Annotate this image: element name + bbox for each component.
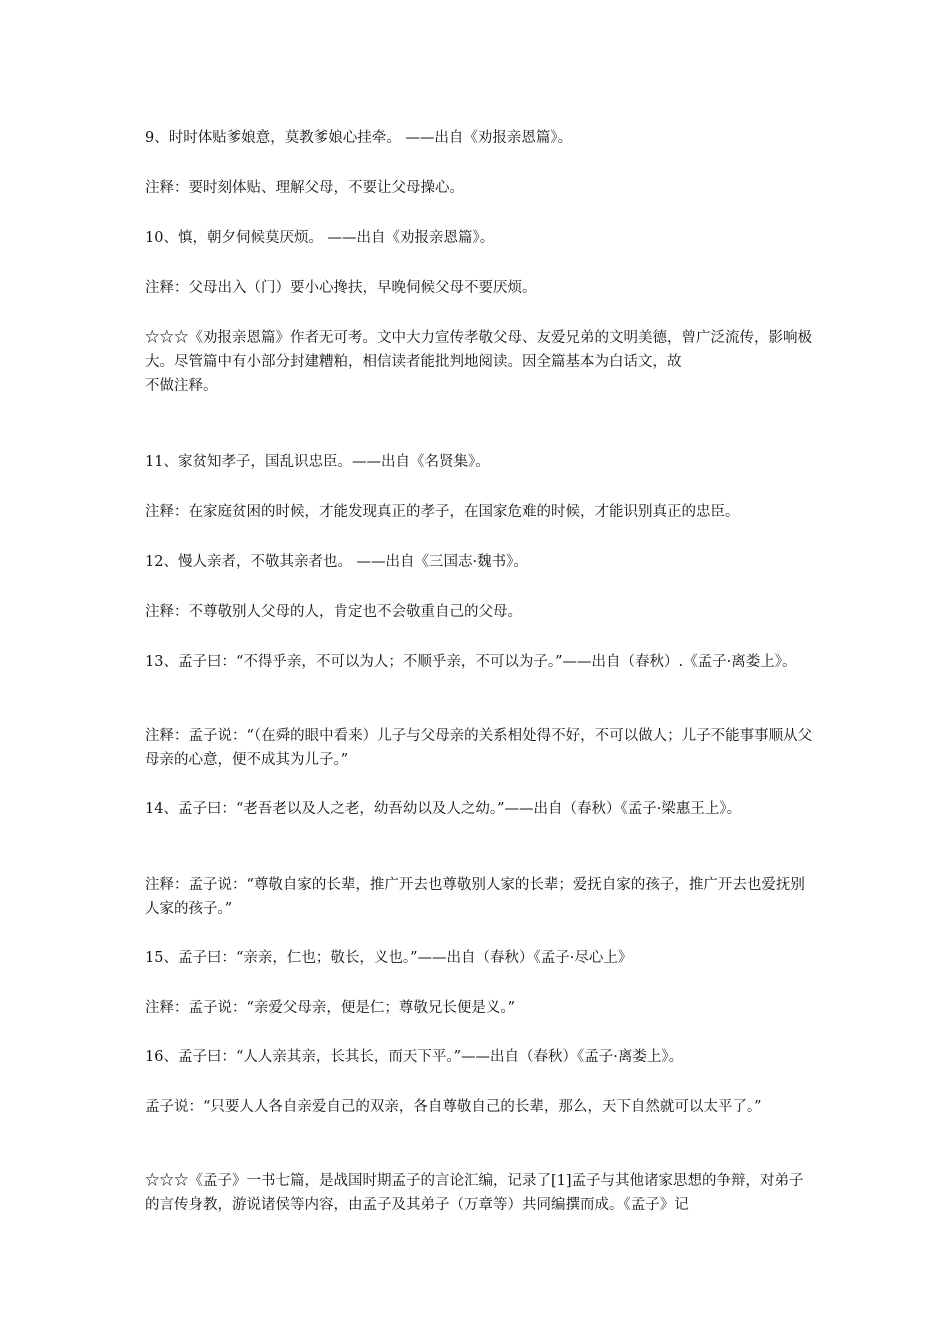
quote-9: 9、时时体贴爹娘意，莫教爹娘心挂牵。 ——出自《劝报亲恩篇》。 bbox=[145, 130, 573, 146]
quote-15: 15、孟子曰：“亲亲，仁也；敬长，义也。”——出自（春秋）《孟子·尽心上》 bbox=[145, 950, 633, 966]
quote-14: 14、孟子曰：“老吾老以及人之老，幼吾幼以及人之幼。”——出自（春秋）《孟子·梁惠王上》。 bbox=[145, 801, 742, 817]
note-9: 注释：要时刻体贴、理解父母，不要让父母操心。 bbox=[145, 180, 464, 196]
quote-16: 16、孟子曰：“人人亲其亲，长其长，而天下平。”——出自（春秋）《孟子·离娄上》。 bbox=[145, 1049, 684, 1065]
note-12: 注释：不尊敬别人父母的人，肯定也不会敬重自己的父母。 bbox=[145, 604, 522, 620]
quote-11: 11、家贫知孝子，国乱识忠臣。——出自《名贤集》。 bbox=[145, 454, 490, 470]
note-15: 注释：孟子说：“亲爱父母亲，便是仁；尊敬兄长便是义。” bbox=[145, 1000, 516, 1016]
note-16: 孟子说：“只要人人各自亲爱自己的双亲，各自尊敬自己的长辈，那么，天下自然就可以太平了。” bbox=[145, 1099, 762, 1115]
commentary-mengzi: ☆☆☆《孟子》一书七篇，是战国时期孟子的言论汇编，记录了[1]孟子与其他诸家思想的争辩，对弟子的言传身教，游说诸侯等内容，由孟子及其弟子（万章等）共同编撰而成。《孟子》记 bbox=[145, 1173, 804, 1213]
quote-10: 10、慎，朝夕伺候莫厌烦。 ——出自《劝报亲恩篇》。 bbox=[145, 230, 495, 246]
quote-13: 13、孟子曰：“不得乎亲，不可以为人；不顺乎亲，不可以为子。”——出自（春秋）.《孟子·离娄上》。 bbox=[145, 654, 797, 670]
note-10: 注释：父母出入（门）要小心搀扶，早晚伺候父母不要厌烦。 bbox=[145, 280, 537, 296]
note-14: 注释：孟子说：“尊敬自家的长辈，推广开去也尊敬别人家的长辈；爱抚自家的孩子，推广开去也爱抚别人家的孩子。” bbox=[145, 877, 805, 917]
quote-12: 12、慢人亲者，不敬其亲者也。 ——出自《三国志·魏书》。 bbox=[145, 554, 528, 570]
commentary-quanbao: ☆☆☆《劝报亲恩篇》作者无可考。文中大力宣传孝敬父母、友爱兄弟的文明美德，曾广泛流传，影响极大。尽管篇中有小部分封建糟粕，相信读者能批判地阅读。因全篇基本为白话文，故 不做注释。 bbox=[145, 330, 812, 394]
note-13: 注释：孟子说：“（在舜的眼中看来）儿子与父母亲的关系相处得不好，不可以做人；儿子不能事事顺从父母亲的心意，便不成其为儿子。” bbox=[145, 728, 813, 768]
note-11: 注释：在家庭贫困的时候，才能发现真正的孝子，在国家危难的时候，才能识别真正的忠臣。 bbox=[145, 504, 740, 520]
